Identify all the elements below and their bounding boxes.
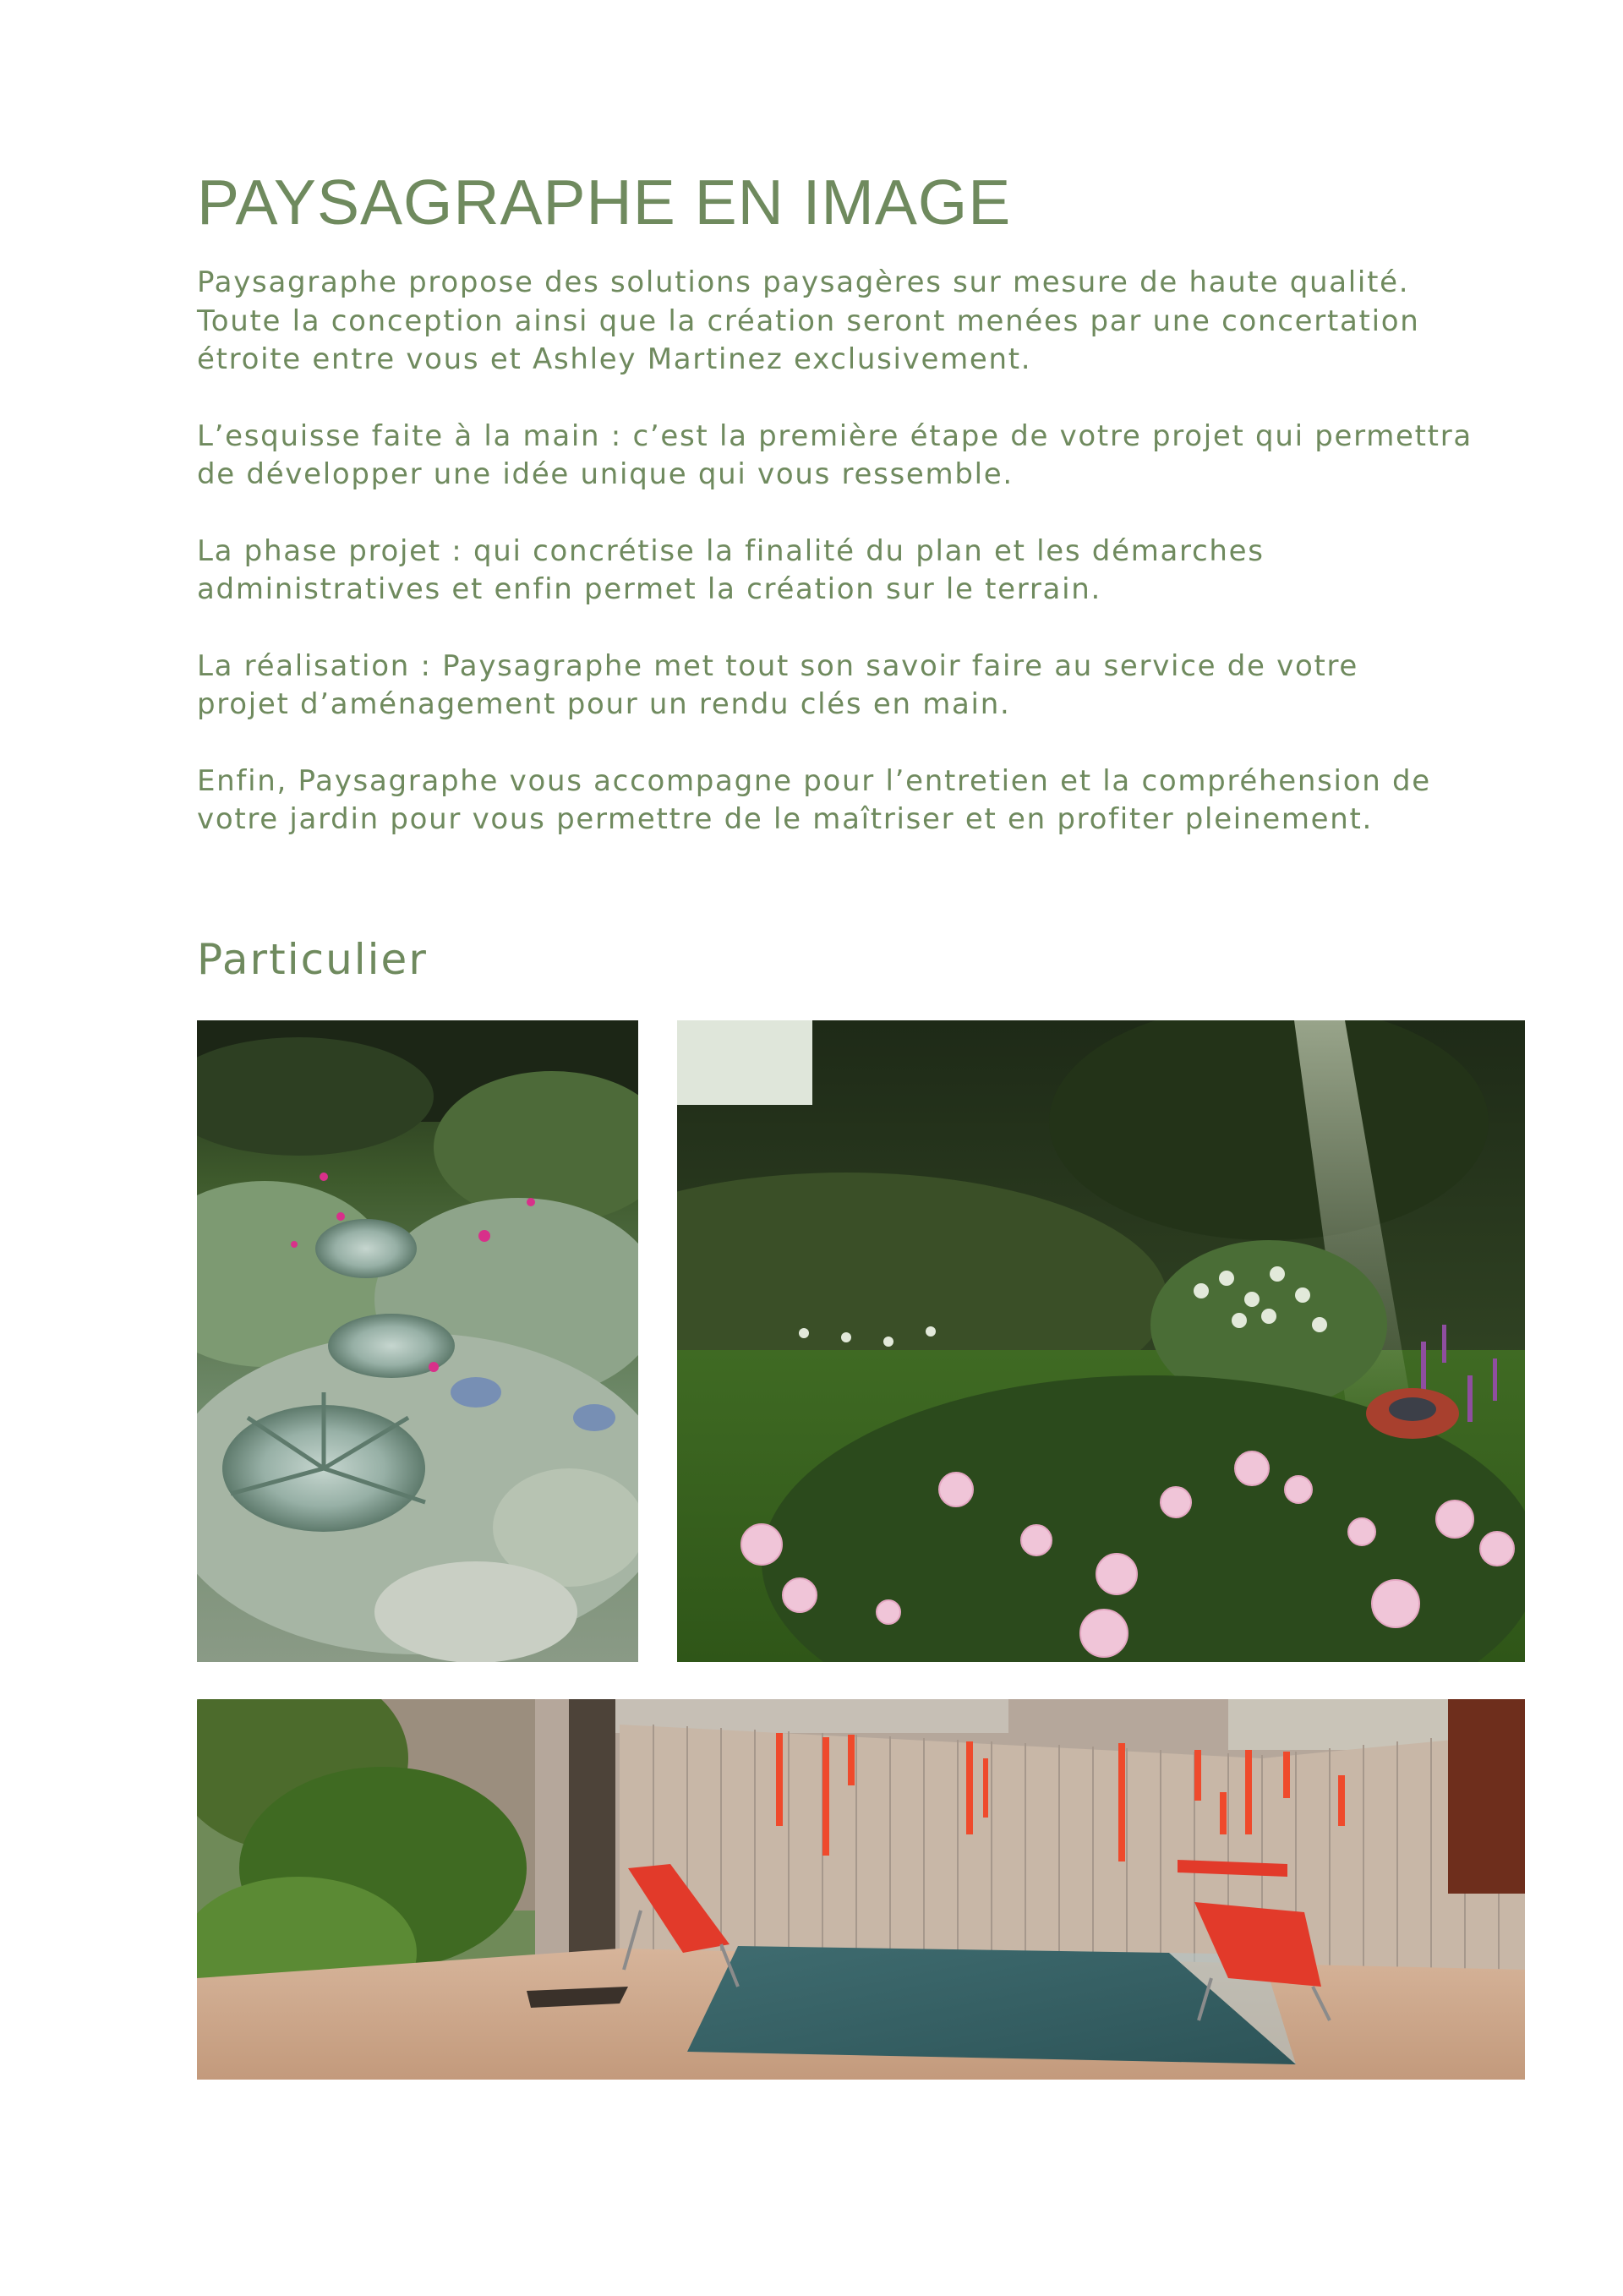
- paragraph-intro: Paysagraphe propose des solutions paysagères sur mesure de haute qualité. Toute la conception ainsi que la création seront menées par une concertation étroite entre vous et Ashley Martinez exclusivement.: [197, 265, 1420, 376]
- page-title: PAYSAGRAPHE EN IMAGE: [197, 167, 1012, 238]
- paragraph-phase-projet: La phase projet : qui concrétise la finalité du plan et les démarches administratives et enfin permet la création sur le terrain.: [197, 533, 1265, 606]
- garden-succulents-photo: [197, 1020, 638, 1662]
- paragraph-realisation: La réalisation : Paysagraphe met tout son savoir faire au service de votre projet d’aménagement pour un rendu clés en main.: [197, 648, 1359, 721]
- deck-pool-photo: [197, 1699, 1525, 2080]
- garden-lawn-flowers-photo: [677, 1020, 1525, 1662]
- paragraph-entretien: Enfin, Paysagraphe vous accompagne pour l’entretien et la compréhension de votre jardin pour vous permettre de le maîtriser et en profiter pleinement.: [197, 763, 1431, 836]
- section-title: Particulier: [197, 935, 428, 984]
- paragraph-esquisse: L’esquisse faite à la main : c’est la première étape de votre projet qui permettra de développer une idée unique qui vous ressemble.: [197, 418, 1473, 491]
- intro-text: [197, 264, 1549, 877]
